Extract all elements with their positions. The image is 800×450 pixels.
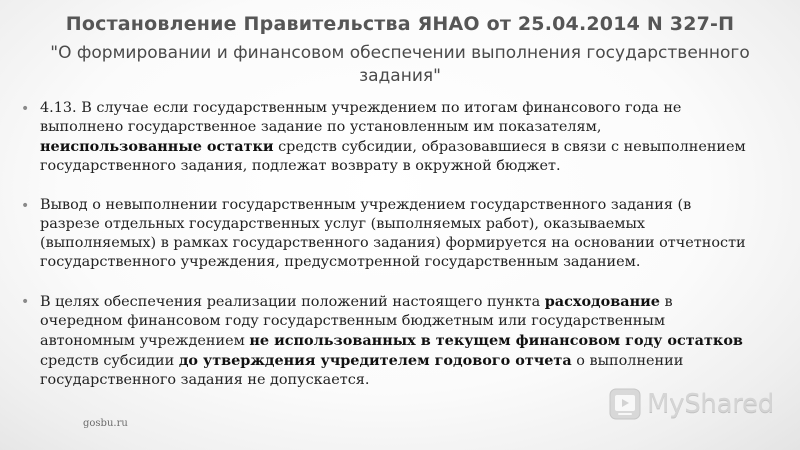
text-segment: средств субсидии, образовавшиеся в связи с невыполнением государственного задания, подлежат возврату в окружной бюджет. xyxy=(40,139,746,174)
paragraph-3-text xyxy=(40,294,743,388)
paragraph-1-text xyxy=(40,100,746,174)
paragraph-3 xyxy=(21,292,755,390)
bold-segment: не использованных в текущем финансовом году остатков xyxy=(249,332,743,349)
page-title: Постановление Правительства ЯНАО от 25.04.2014 N 327-П xyxy=(65,13,735,35)
text-segment: о выполнении государственного задания не допускается. xyxy=(40,353,684,388)
bullet-dot-icon: • xyxy=(21,198,30,214)
text-segment: средств субсидии xyxy=(40,353,179,369)
bullet-dot-icon: • xyxy=(21,294,30,310)
bullet-dot-icon: • xyxy=(21,101,30,117)
brand-watermark xyxy=(609,384,774,424)
bold-segment: неиспользованные остатки xyxy=(40,138,274,155)
body-text xyxy=(21,99,755,390)
brand-name: MyShared xyxy=(647,389,774,419)
bold-segment: расходование xyxy=(544,293,660,310)
page-subtitle: "О формировании и финансовом обеспечении выполнения государственного задания" xyxy=(50,43,750,86)
text-segment: Вывод о невыполнении государственным учреждением государственного задания (в разрезе отдельных государственных услуг (выполняемых работ), оказываемых (выполняемых) в рамках государственного задания) формируется на основании отчетности государственного учреждения, предусмотренной государственным заданием. xyxy=(40,197,746,270)
text-segment: В целях обеспечения реализации положений настоящего пункта xyxy=(40,294,545,310)
bold-segment: до утверждения учредителем годового отчета xyxy=(178,352,572,369)
myshared-logo-icon xyxy=(609,388,641,420)
paragraph-2 xyxy=(21,196,755,272)
text-segment: 4.13. В случае если государственным учреждением по итогам финансового года не выполнено государственное задание по установленным им показателям, xyxy=(40,100,682,135)
text-segment: в очередном финансовом году государственным бюджетным или государственным автономным учреждением xyxy=(40,294,673,349)
source-label: gosbu.ru xyxy=(83,418,128,429)
paragraph-2-text xyxy=(40,197,746,270)
paragraph-1 xyxy=(21,99,755,176)
